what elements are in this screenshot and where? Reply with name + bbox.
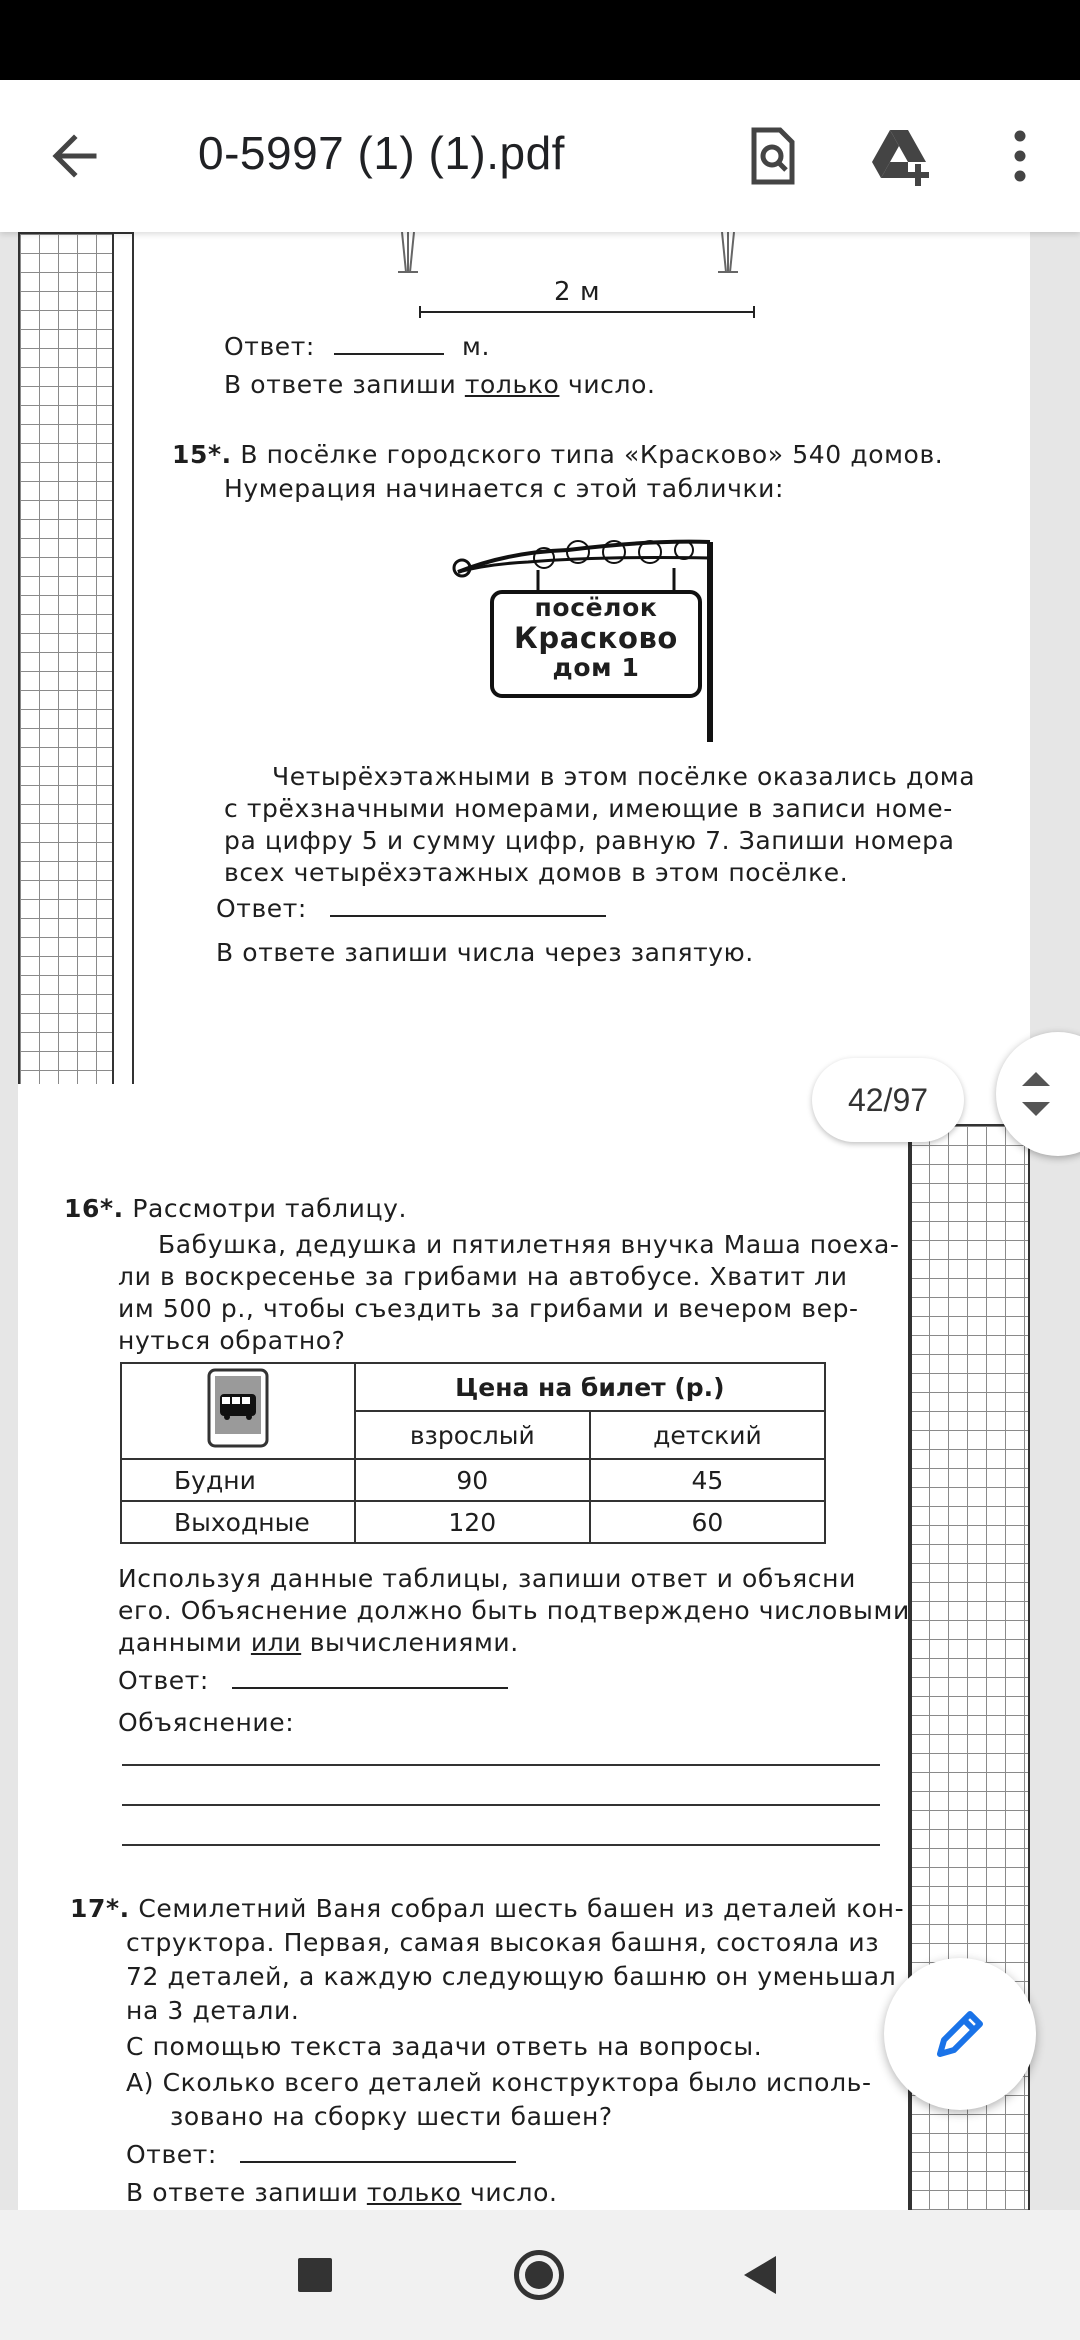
cell-adult: 90: [355, 1459, 590, 1501]
question-15-body-2: с трёхзначными номерами, имеющие в записи номе-: [224, 794, 953, 823]
question-16-line-4: нуться обратно?: [118, 1326, 346, 1355]
document-title: 0-5997 (1) (1).pdf: [198, 127, 565, 179]
question-16-title: 16*. Рассмотри таблицу.: [64, 1194, 408, 1223]
table-row: [121, 1459, 825, 1501]
question-16-answer: Ответ:: [118, 1664, 508, 1697]
more-vert-icon[interactable]: [988, 124, 1052, 188]
question-15-body: Четырёхэтажными в этом посёлке оказались дома: [272, 762, 976, 791]
scroll-arrows-icon: [1016, 1060, 1056, 1128]
scale-line: [418, 302, 758, 322]
bus-icon: [207, 1368, 269, 1448]
arrow-back-icon[interactable]: [44, 126, 104, 186]
pencil-icon: [930, 2004, 990, 2064]
question-15-line-2: Нумерация начинается с этой таблички:: [224, 474, 785, 503]
system-nav-bar: [0, 2210, 1080, 2340]
question-17-line-2: структора. Первая, самая высокая башня, состояла из: [126, 1928, 880, 1957]
answer-blank: [334, 333, 444, 355]
answer-blank: [240, 2141, 516, 2163]
home-circle-icon[interactable]: [514, 2250, 564, 2300]
row-label: Выходные: [121, 1501, 355, 1543]
question-16-line-1: Бабушка, дедушка и пятилетняя внучка Маша поеха-: [158, 1230, 900, 1259]
table-header: Цена на билет (р.): [355, 1363, 825, 1411]
question-16-line-6: его. Объяснение должно быть подтверждено числовыми: [118, 1596, 910, 1625]
question-17-a-line-2: зовано на сборку шести башен?: [170, 2102, 613, 2131]
question-17-line-4: на 3 детали.: [126, 1996, 300, 2025]
explanation-line: [122, 1844, 880, 1846]
question-17-answer: Ответ:: [126, 2138, 516, 2171]
answer-line-1: Ответ: м.: [224, 332, 491, 361]
edit-fab-button[interactable]: [884, 1958, 1036, 2110]
row-label: Будни: [121, 1459, 355, 1501]
cell-child: 60: [590, 1501, 825, 1543]
search-document-icon[interactable]: [740, 124, 804, 188]
question-15-line-1: 15*. В посёлке городского типа «Красково» 540 домов.: [172, 440, 944, 469]
sign-text: посёлок Красково дом 1: [514, 593, 678, 682]
page-counter: 42/97: [812, 1058, 964, 1142]
question-15-body-4: всех четырёхэтажных домов в этом посёлке.: [224, 858, 849, 887]
column-adult: взрослый: [355, 1411, 590, 1459]
add-to-drive-icon[interactable]: [868, 124, 932, 188]
status-bar: [0, 0, 1080, 80]
table-row: [121, 1501, 825, 1543]
explanation-line: [122, 1804, 880, 1806]
question-15-note: В ответе запиши числа через запятую.: [216, 938, 754, 967]
pdf-page-41: [18, 1084, 1030, 2210]
bus-sign-cell: [121, 1363, 355, 1459]
question-15-body-3: ра цифру 5 и сумму цифр, равную 7. Запиши номера: [224, 826, 955, 855]
answer-note-1: В ответе запиши только число.: [224, 370, 656, 399]
ticket-price-table: [120, 1362, 826, 1544]
answer-blank: [330, 895, 606, 917]
question-16-line-2: ли в воскресенье за грибами на автобусе. Хватит ли: [118, 1262, 848, 1291]
question-16-line-3: им 500 р., чтобы съездить за грибами и вечером вер-: [118, 1294, 859, 1323]
question-16-line-7: данными или вычислениями.: [118, 1628, 519, 1657]
cell-child: 45: [590, 1459, 825, 1501]
scale-label: 2 м: [554, 277, 601, 307]
question-15-answer: Ответ:: [216, 892, 606, 925]
question-16-line-5: Используя данные таблицы, запиши ответ и объясни: [118, 1564, 856, 1593]
question-17-line-3: 72 деталей, а каждую следующую башню он уменьшал: [126, 1962, 897, 1991]
recents-square-icon[interactable]: [298, 2258, 332, 2292]
cell-adult: 120: [355, 1501, 590, 1543]
explanation-line: [122, 1764, 880, 1766]
question-16-explanation-label: Объяснение:: [118, 1708, 295, 1737]
question-17-note: В ответе запиши только число.: [126, 2178, 558, 2207]
question-17-line-5: С помощью текста задачи ответь на вопросы.: [126, 2032, 763, 2061]
question-17-a-line-1: А) Сколько всего деталей конструктора было исполь-: [126, 2068, 872, 2097]
pdf-viewer[interactable]: [0, 232, 1080, 2210]
answer-blank: [232, 1667, 508, 1689]
column-child: детский: [590, 1411, 825, 1459]
app-bar: [0, 80, 1080, 232]
question-17-line-1: 17*. Семилетний Ваня собрал шесть башен из деталей кон-: [70, 1894, 905, 1923]
back-triangle-icon[interactable]: [740, 2254, 780, 2296]
